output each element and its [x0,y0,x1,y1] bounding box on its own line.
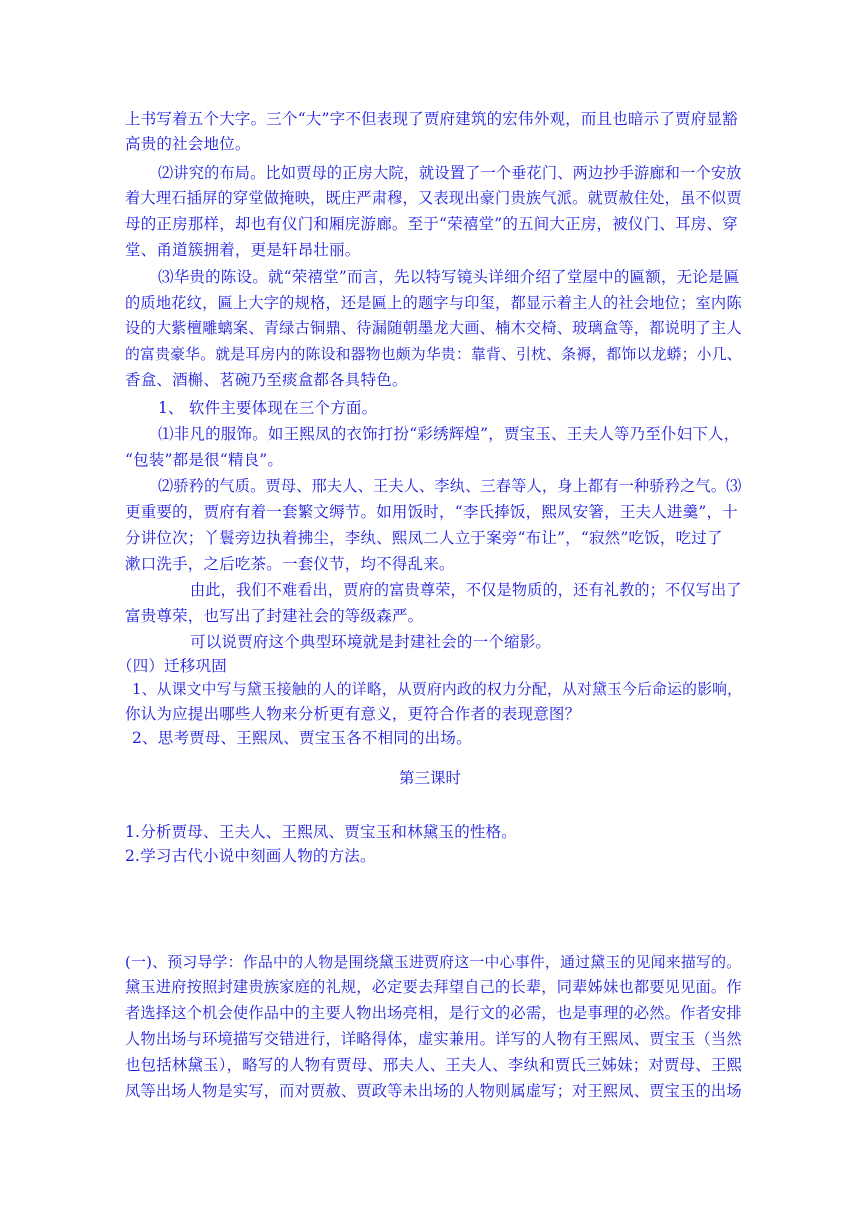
paragraph-line: “包装”都是很“精良”。 [125,451,284,469]
exercise-line: 2、思考贾母、王熙凤、贾宝玉各不相同的出场。 [132,729,472,747]
paragraph-line: 的质地花纹，匾上大字的规格，还是匾上的题字与印玺，都显示着主人的社会地位；室内陈 [125,294,742,312]
paragraph-line: 母的正房那样，却也有仪门和厢庑游廊。至于“荣禧堂”的五间大正房，被仪门、耳房、穿 [125,215,738,233]
paragraph-line: 着大理石插屏的穿堂做掩映，既庄严肃穆，又表现出豪门贵族气派。就贾赦住处，虽不似贾 [125,189,742,207]
paragraph-line: 上书写着五个大字。三个“大”字不但表现了贾府建筑的宏伟外观，而且也暗示了贾府显豁 [125,110,738,128]
paragraph-line: 香盒、酒槲、茗碗乃至痰盒都各具特色。 [125,371,408,389]
paragraph-line: 者选择这个机会使作品中的主要人物出场亮相，是行文的必需，也是事理的必然。作者安排 [125,1004,742,1022]
paragraph-line: 可以说贾府这个典型环境就是封建社会的一个缩影。 [190,633,552,651]
paragraph-line: 更重要的，贾府有着一套繁文缛节。如用饭时，“李氏捧饭，熙凤安箸，王夫人进羹”，十 [125,503,738,521]
paragraph-line: 由此，我们不难看出，贾府的富贵尊荣，不仅是物质的，还有礼教的；不仅写出了 [190,581,742,599]
paragraph-line: (一)、预习导学：作品中的人物是围绕黛玉进贾府这一中心事件，通过黛玉的见闻来描写的。 [125,953,742,971]
paragraph-line: 凤等出场人物是实写，而对贾赦、贾政等未出场的人物则属虚写；对王熙凤、贾宝玉的出场 [125,1082,742,1100]
objective-item: 1.分析贾母、王夫人、王熙凤、贾宝玉和林黛玉的性格。 [125,823,517,841]
paragraph-line: 也包括林黛玉），略写的人物有贾母、邢夫人、王夫人、李纨和贾氏三姊妹；对贾母、王熙 [125,1056,743,1074]
paragraph-line: 堂、甬道簇拥着，更是轩昂壮丽。 [125,241,361,259]
paragraph-line: ⑴非凡的服饰。如王熙凤的衣饰打扮“彩绣辉煌”，贾宝玉、王夫人等乃至仆妇下人， [158,425,740,443]
paragraph-line: 黛玉进府按照封建贵族家庭的礼规，必定要去拜望自己的长辈，同辈姊妹也都要见见面。作 [125,978,742,996]
paragraph-line: 分讲位次；丫鬟旁边执着拂尘，李纨、熙凤二人立于案旁“布让”，“寂然”吃饭，吃过了 [125,529,723,547]
paragraph-line: ⑵讲究的布局。比如贾母的正房大院，就设置了一个垂花门、两边抄手游廊和一个安放 [158,164,742,182]
lesson-heading: 第三课时 [398,769,461,787]
paragraph-line: ⑶华贵的陈设。就“荣禧堂”而言，先以特写镜头详细介绍了堂屋中的匾额，无论是匾 [158,268,740,286]
list-item-heading: 1、 软件主要体现在三个方面。 [158,399,378,417]
paragraph-line: 漱口洗手，之后吃茶。一套仪节，均不得乱来。 [125,555,455,573]
paragraph-line: 人物出场与环境描写交错进行，详略得体，虚实兼用。详写的人物有王熙凤、贾宝玉（当然 [125,1030,742,1048]
paragraph-line: 富贵尊荣，也写出了封建社会的等级森严。 [125,607,424,625]
section-subheading: （四）迁移巩固 [117,657,227,675]
paragraph-line: ⑵骄矜的气质。贾母、邢夫人、王夫人、李纨、三春等人，身上都有一种骄矜之气。⑶ [158,477,742,495]
exercise-line: 你认为应提出哪些人物来分析更有意义，更符合作者的表现意图？ [125,705,581,723]
paragraph-line: 设的大紫檀雕螭案、青绿古铜鼎、待漏随朝墨龙大画、楠木交椅、玻璃盒等，都说明了主人 [125,319,742,337]
paragraph-line: 的富贵豪华。就是耳房内的陈设和器物也颇为华贵：靠背、引枕、条褥，都饰以龙蟒；小几、 [125,345,742,363]
exercise-line: 1、从课文中写与黛玉接触的人的详略，从贾府内政的权力分配，从对黛玉今后命运的影响， [132,681,743,698]
paragraph-line: 高贵的社会地位。 [125,135,251,153]
objective-item: 2.学习古代小说中刻画人物的方法。 [125,847,376,865]
